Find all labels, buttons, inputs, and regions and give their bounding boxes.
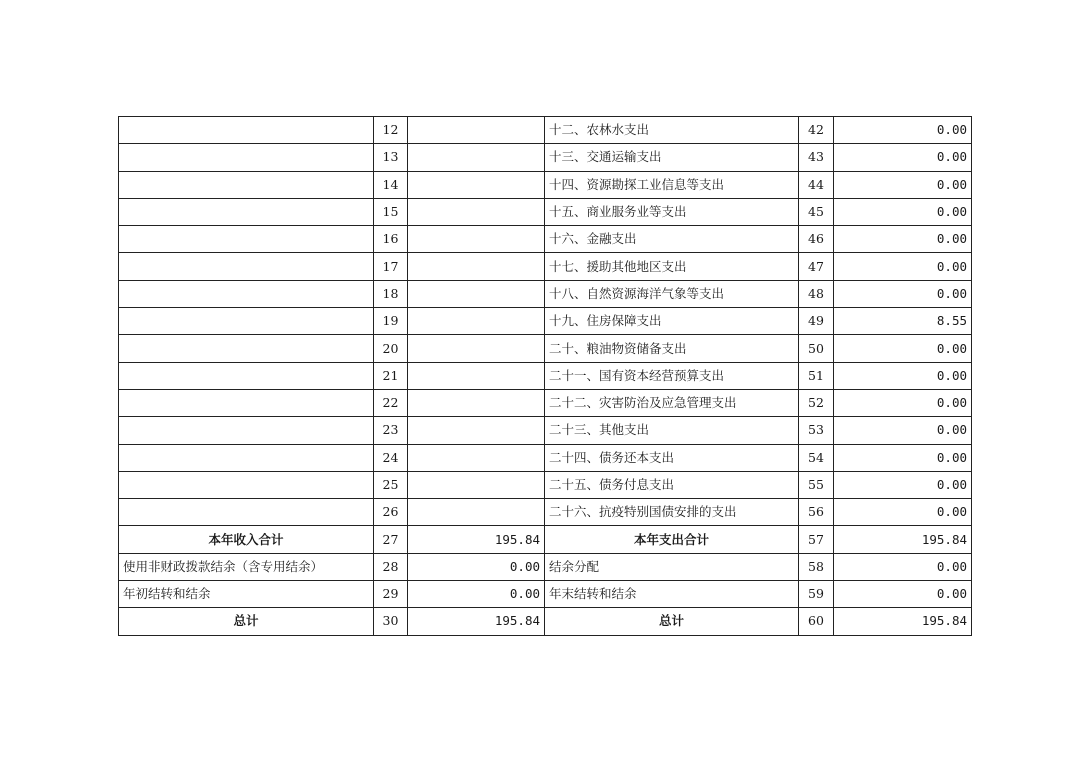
- income-line-no: 18: [374, 280, 408, 307]
- expense-line-no: 58: [799, 553, 834, 580]
- expense-line-no: 54: [799, 444, 834, 471]
- expense-line-no: 56: [799, 499, 834, 526]
- expense-amount: 0.00: [834, 144, 972, 171]
- subtotal-row: [119, 526, 972, 553]
- income-line-no: 28: [374, 553, 408, 580]
- income-item: [119, 499, 374, 526]
- expense-line-no: 49: [799, 308, 834, 335]
- income-amount: [408, 471, 545, 498]
- expense-item: 十九、住房保障支出: [545, 308, 799, 335]
- table-row: [119, 335, 972, 362]
- table-row: [119, 553, 972, 580]
- income-line-no: 15: [374, 198, 408, 225]
- expense-item: 十八、自然资源海洋气象等支出: [545, 280, 799, 307]
- income-amount: [408, 499, 545, 526]
- income-line-no: 23: [374, 417, 408, 444]
- expense-item: 二十、粮油物资储备支出: [545, 335, 799, 362]
- expense-line-no: 57: [799, 526, 834, 553]
- income-line-no: 27: [374, 526, 408, 553]
- expense-item: 二十四、债务还本支出: [545, 444, 799, 471]
- expense-item: 十七、援助其他地区支出: [545, 253, 799, 280]
- income-amount: [408, 335, 545, 362]
- expense-item: 二十一、国有资本经营预算支出: [545, 362, 799, 389]
- income-item: [119, 280, 374, 307]
- expense-item: 十四、资源勘探工业信息等支出: [545, 171, 799, 198]
- income-item: 使用非财政拨款结余（含专用结余）: [119, 553, 374, 580]
- table-row: [119, 417, 972, 444]
- income-item: [119, 471, 374, 498]
- income-amount: 0.00: [408, 553, 545, 580]
- expense-item: 二十二、灾害防治及应急管理支出: [545, 389, 799, 416]
- table-row: [119, 253, 972, 280]
- expense-amount: 8.55: [834, 308, 972, 335]
- expense-amount: 0.00: [834, 499, 972, 526]
- table-row: [119, 308, 972, 335]
- expense-item: 十六、金融支出: [545, 226, 799, 253]
- expense-amount: 0.00: [834, 444, 972, 471]
- expense-item: 结余分配: [545, 553, 799, 580]
- expense-amount: 0.00: [834, 471, 972, 498]
- expense-line-no: 59: [799, 581, 834, 608]
- income-line-no: 19: [374, 308, 408, 335]
- income-expenditure-table: [118, 116, 972, 636]
- total-row: [119, 608, 972, 635]
- income-amount: [408, 226, 545, 253]
- income-amount: [408, 253, 545, 280]
- expense-subtotal-amount: 195.84: [834, 526, 972, 553]
- income-item: [119, 226, 374, 253]
- income-line-no: 24: [374, 444, 408, 471]
- expense-amount: 0.00: [834, 335, 972, 362]
- income-line-no: 12: [374, 117, 408, 144]
- table-row: [119, 144, 972, 171]
- expense-amount: 0.00: [834, 253, 972, 280]
- income-amount: [408, 144, 545, 171]
- income-total-label: 总计: [119, 608, 374, 635]
- table-row: [119, 581, 972, 608]
- income-item: [119, 117, 374, 144]
- income-item: [119, 389, 374, 416]
- expense-amount: 0.00: [834, 417, 972, 444]
- income-line-no: 26: [374, 499, 408, 526]
- expense-item: 二十三、其他支出: [545, 417, 799, 444]
- expense-amount: 0.00: [834, 171, 972, 198]
- expense-total-amount: 195.84: [834, 608, 972, 635]
- expense-line-no: 46: [799, 226, 834, 253]
- table-row: [119, 471, 972, 498]
- income-amount: [408, 171, 545, 198]
- expense-amount: 0.00: [834, 389, 972, 416]
- expense-amount: 0.00: [834, 226, 972, 253]
- expense-amount: 0.00: [834, 198, 972, 225]
- expense-line-no: 43: [799, 144, 834, 171]
- income-line-no: 22: [374, 389, 408, 416]
- income-item: [119, 253, 374, 280]
- expense-line-no: 47: [799, 253, 834, 280]
- table-row: [119, 226, 972, 253]
- expense-subtotal-label: 本年支出合计: [545, 526, 799, 553]
- income-amount: [408, 417, 545, 444]
- table-row: [119, 444, 972, 471]
- income-item: [119, 444, 374, 471]
- income-amount: [408, 117, 545, 144]
- expense-item: 十五、商业服务业等支出: [545, 198, 799, 225]
- table-row: [119, 280, 972, 307]
- income-item: [119, 144, 374, 171]
- income-item: [119, 308, 374, 335]
- income-line-no: 17: [374, 253, 408, 280]
- table-row: [119, 499, 972, 526]
- table-row: [119, 389, 972, 416]
- table-row: [119, 171, 972, 198]
- income-line-no: 16: [374, 226, 408, 253]
- expense-line-no: 52: [799, 389, 834, 416]
- income-item: [119, 417, 374, 444]
- income-item: [119, 198, 374, 225]
- expense-item: 年末结转和结余: [545, 581, 799, 608]
- expense-line-no: 50: [799, 335, 834, 362]
- income-item: [119, 362, 374, 389]
- expense-line-no: 55: [799, 471, 834, 498]
- expense-amount: 0.00: [834, 362, 972, 389]
- expense-item: 十三、交通运输支出: [545, 144, 799, 171]
- income-total-amount: 195.84: [408, 608, 545, 635]
- expense-item: 十二、农林水支出: [545, 117, 799, 144]
- income-subtotal-amount: 195.84: [408, 526, 545, 553]
- income-amount: [408, 308, 545, 335]
- table-row: [119, 198, 972, 225]
- expense-total-label: 总计: [545, 608, 799, 635]
- income-amount: [408, 362, 545, 389]
- expense-line-no: 44: [799, 171, 834, 198]
- income-item: [119, 171, 374, 198]
- income-line-no: 13: [374, 144, 408, 171]
- income-item: [119, 335, 374, 362]
- expense-line-no: 53: [799, 417, 834, 444]
- income-amount: [408, 389, 545, 416]
- expense-amount: 0.00: [834, 553, 972, 580]
- income-amount: [408, 198, 545, 225]
- expense-item: 二十五、债务付息支出: [545, 471, 799, 498]
- income-line-no: 25: [374, 471, 408, 498]
- budget-table-page: [118, 116, 971, 636]
- income-item: 年初结转和结余: [119, 581, 374, 608]
- expense-line-no: 51: [799, 362, 834, 389]
- expense-item: 二十六、抗疫特别国债安排的支出: [545, 499, 799, 526]
- expense-line-no: 48: [799, 280, 834, 307]
- expense-amount: 0.00: [834, 117, 972, 144]
- income-subtotal-label: 本年收入合计: [119, 526, 374, 553]
- expense-amount: 0.00: [834, 280, 972, 307]
- income-line-no: 20: [374, 335, 408, 362]
- income-line-no: 21: [374, 362, 408, 389]
- income-amount: [408, 444, 545, 471]
- table-row: [119, 117, 972, 144]
- expense-amount: 0.00: [834, 581, 972, 608]
- expense-line-no: 45: [799, 198, 834, 225]
- expense-line-no: 60: [799, 608, 834, 635]
- table-row: [119, 362, 972, 389]
- income-amount: [408, 280, 545, 307]
- income-line-no: 29: [374, 581, 408, 608]
- income-line-no: 30: [374, 608, 408, 635]
- expense-line-no: 42: [799, 117, 834, 144]
- income-line-no: 14: [374, 171, 408, 198]
- income-amount: 0.00: [408, 581, 545, 608]
